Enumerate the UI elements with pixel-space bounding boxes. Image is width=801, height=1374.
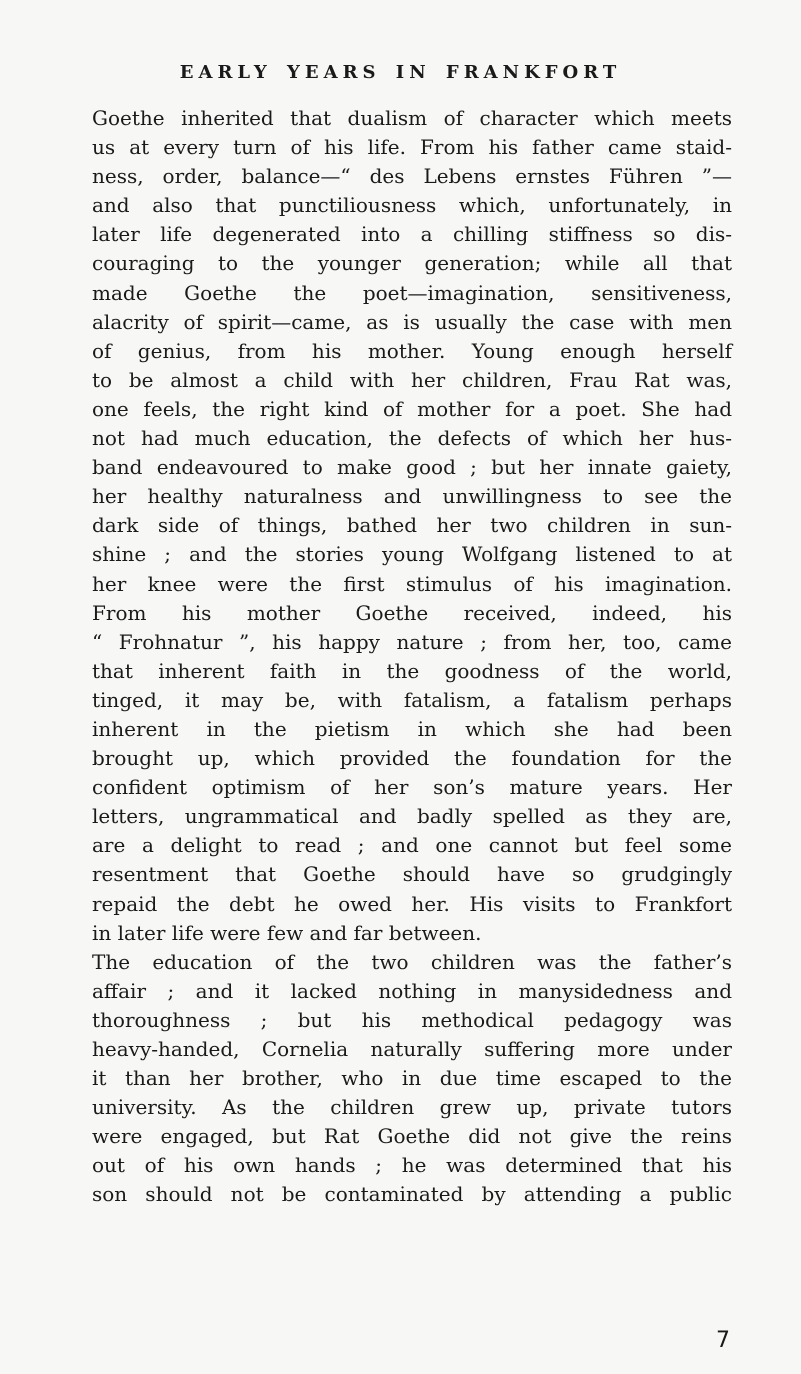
- text-line: one feels, the right kind of mother for a poet. She had: [92, 396, 732, 421]
- text-line: brought up, which provided the foundation for the: [92, 746, 732, 771]
- text-line: us at every turn of his life. From his father came staid-: [92, 135, 732, 160]
- text-line: inherent in the pietism in which she had been: [92, 716, 732, 741]
- page-number: 7: [716, 1328, 730, 1353]
- text-line: university. As the children grew up, private tutors: [92, 1095, 732, 1120]
- text-line: confident optimism of her son’s mature years. Her: [92, 775, 732, 800]
- text-line: alacrity of spirit—came, as is usually the case with men: [92, 309, 732, 334]
- text-line: her healthy naturalness and unwillingness to see the: [92, 484, 732, 509]
- text-line: are a delight to read ; and one cannot but feel some: [92, 833, 732, 858]
- text-line: of genius, from his mother. Young enough herself: [92, 338, 732, 363]
- text-line: resentment that Goethe should have so grudgingly: [92, 862, 732, 887]
- text-line: that inherent faith in the goodness of the world,: [92, 658, 732, 683]
- text-line: band endeavoured to make good ; but her innate gaiety,: [92, 455, 732, 480]
- text-line: The education of the two children was the father’s: [92, 949, 732, 974]
- text-line: affair ; and it lacked nothing in manysidedness and: [92, 978, 732, 1003]
- text-line: not had much education, the defects of which her hus-: [92, 426, 732, 451]
- text-line: later life degenerated into a chilling stiffness so dis-: [92, 222, 732, 247]
- text-line: son should not be contaminated by attending a public: [92, 1182, 732, 1207]
- text-line: letters, ungrammatical and badly spelled as they are,: [92, 804, 732, 829]
- text-line: tinged, it may be, with fatalism, a fatalism perhaps: [92, 687, 732, 712]
- text-line: Goethe inherited that dualism of character which meets: [92, 106, 732, 130]
- body-text: [92, 104, 732, 1210]
- text-line: dark side of things, bathed her two children in sun-: [92, 513, 732, 538]
- text-line: repaid the debt he owed her. His visits to Frankfort: [92, 891, 732, 916]
- text-line: in later life were few and far between.: [92, 920, 482, 945]
- text-line: From his mother Goethe received, indeed, his: [92, 600, 732, 625]
- text-line: were engaged, but Rat Goethe did not give the reins: [92, 1124, 732, 1149]
- text-line: her knee were the first stimulus of his imagination.: [92, 571, 732, 596]
- text-line: to be almost a child with her children, Frau Rat was,: [92, 367, 732, 392]
- text-line: “ Frohnatur ”, his happy nature ; from her, too, came: [92, 629, 732, 654]
- text-line: and also that punctiliousness which, unfortunately, in: [92, 193, 732, 218]
- text-line: couraging to the younger generation; while all that: [92, 251, 732, 276]
- text-line: shine ; and the stories young Wolfgang listened to at: [92, 542, 732, 567]
- text-line: made Goethe the poet—imagination, sensitiveness,: [92, 280, 732, 305]
- text-line: it than her brother, who in due time escaped to the: [92, 1066, 732, 1091]
- text-line: thoroughness ; but his methodical pedagogy was: [92, 1007, 732, 1032]
- running-head: EARLY YEARS IN FRANKFORT: [179, 62, 622, 83]
- text-line: out of his own hands ; he was determined that his: [92, 1153, 732, 1178]
- text-line: heavy-handed, Cornelia naturally suffering more under: [92, 1037, 732, 1061]
- text-line: ness, order, balance—“ des Lebens ernstes Führen ”—: [92, 164, 732, 189]
